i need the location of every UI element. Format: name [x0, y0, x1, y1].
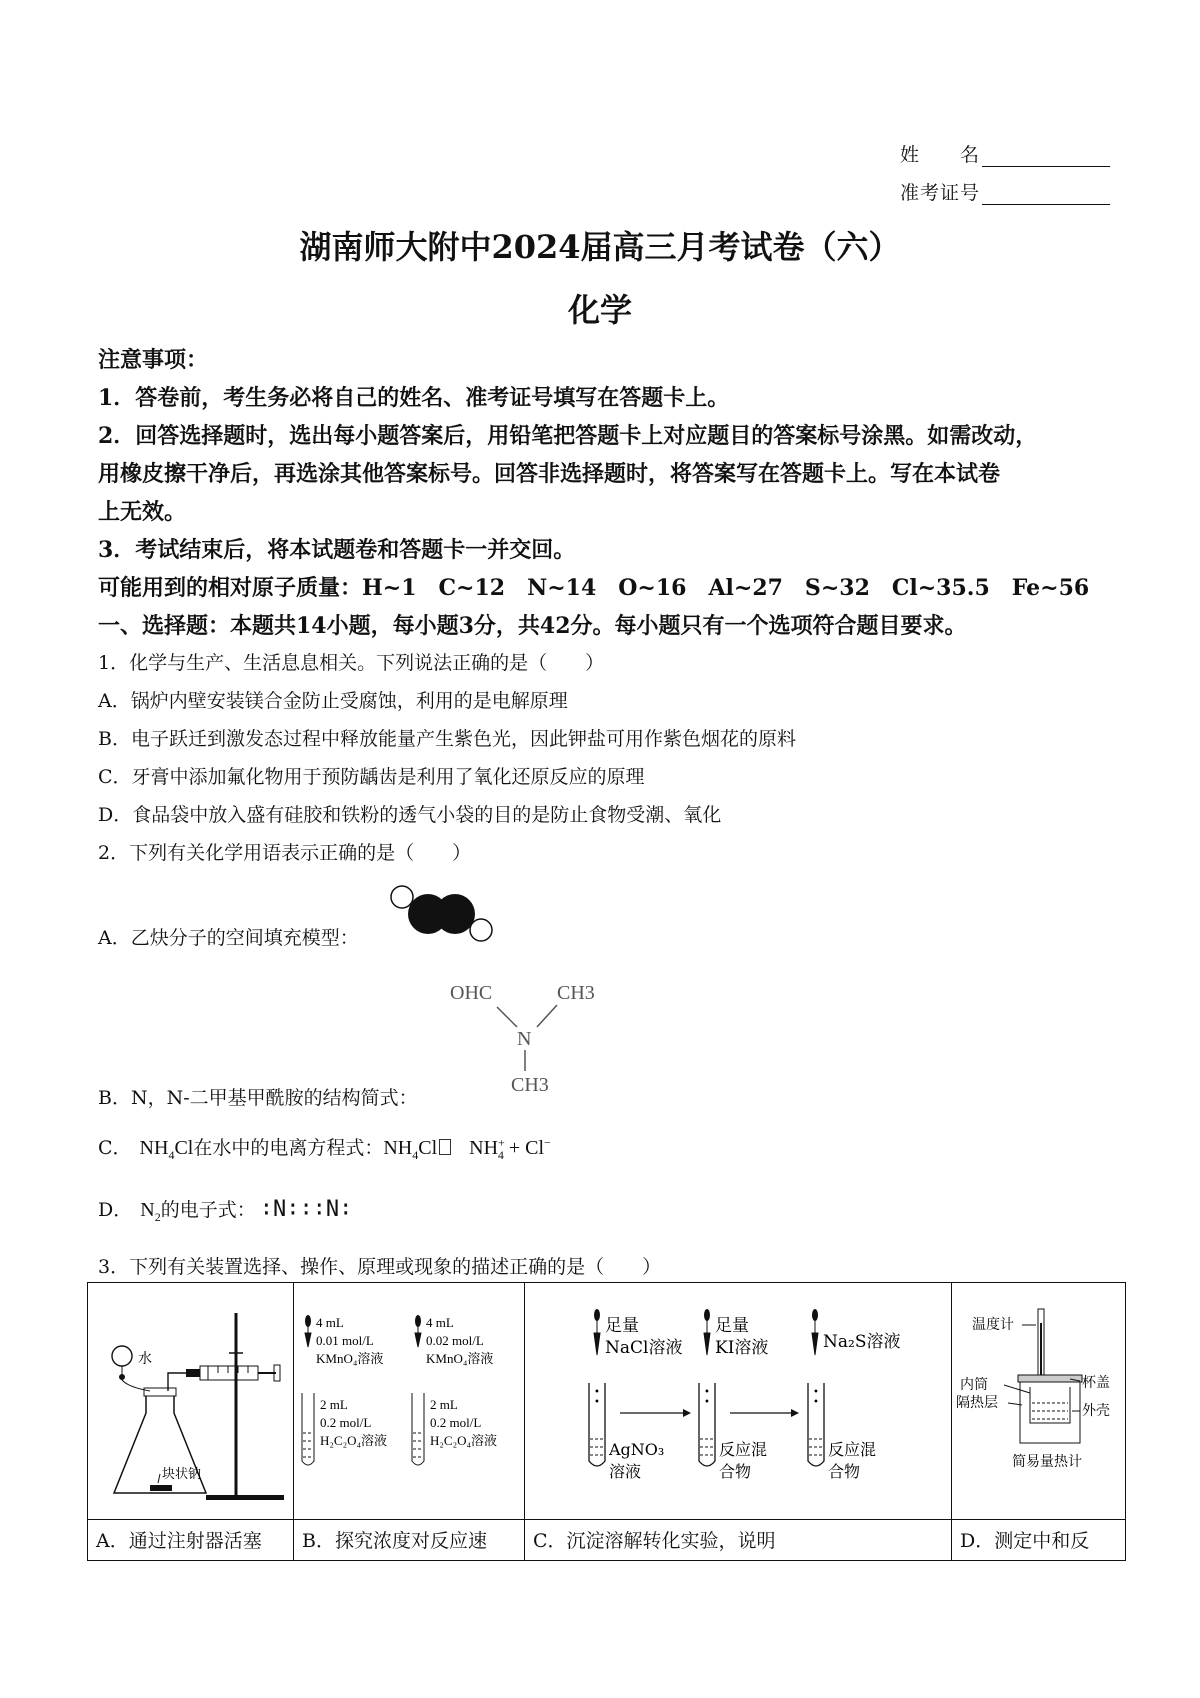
- svg-text:温度计: 温度计: [972, 1317, 1014, 1333]
- q2-option-d: D． $N_2$的电子式： ∶N∶∶∶N∶: [98, 1197, 353, 1224]
- svg-text:KMnO₄溶液: KMnO₄溶液: [426, 1351, 494, 1366]
- atomic-masses: 可能用到的相对原子质量：H~1 C~12 N~14 O~16 Al~27 S~32 Cl~35.5 Fe~56: [98, 575, 1090, 601]
- q1-option-a: A．锅炉内壁安装镁合金防止受腐蚀，利用的是电解原理: [98, 690, 568, 712]
- notice-item: 用橡皮擦干净后，再选涂其他答案标号。回答非选择题时，将答案写在答题卡上。写在本试卷: [98, 461, 1001, 487]
- kmno4-comparison: [294, 1283, 524, 1515]
- apparatus-b: [294, 1283, 525, 1520]
- calorimeter: [952, 1283, 1125, 1515]
- struct-ch3-right: CH3: [557, 982, 595, 1004]
- svg-text:合物: 合物: [828, 1462, 861, 1481]
- sodium-water-apparatus: [88, 1283, 293, 1515]
- dmf-structure: [445, 975, 620, 1100]
- svg-text:Na₂S溶液: Na₂S溶液: [823, 1332, 901, 1352]
- struct-n: N: [517, 1028, 532, 1050]
- svg-text:2 mL: 2 mL: [320, 1397, 348, 1412]
- caption-c: C．沉淀溶解转化实验，说明: [533, 1530, 776, 1552]
- precipitate-conversion: [525, 1283, 951, 1515]
- name-field[interactable]: [900, 140, 1110, 167]
- svg-text:外壳: 外壳: [1082, 1403, 1110, 1419]
- caption-d: D．测定中和反: [960, 1530, 1090, 1552]
- apparatus-c: [525, 1283, 952, 1520]
- svg-text:内筒: 内筒: [960, 1377, 988, 1393]
- subject-title: 化学: [567, 291, 632, 329]
- q2-option-b: B．N，N-二甲基甲酰胺的结构简式：: [98, 1087, 418, 1109]
- notice-heading: 注意事项：: [98, 347, 209, 373]
- q1-option-b: B．电子跃迁到激发态过程中释放能量产生紫色光，因此钾盐可用作紫色烟花的原料: [98, 728, 796, 750]
- svg-text:•: •: [813, 1387, 819, 1398]
- notice-item: 1．答卷前，考生务必将自己的姓名、准考证号填写在答题卡上。: [98, 385, 730, 411]
- exam-title: 湖南师大附中2024届高三月考试卷（六）: [299, 228, 901, 266]
- id-label: 准考证号: [900, 182, 981, 204]
- name-blank[interactable]: [982, 148, 1110, 167]
- apparatus-d: [952, 1283, 1126, 1520]
- svg-text:合物: 合物: [719, 1462, 752, 1481]
- svg-text:4 mL: 4 mL: [426, 1315, 454, 1330]
- svg-text:•: •: [704, 1397, 710, 1408]
- q1-option-c: C．牙膏中添加氟化物用于预防龋齿是利用了氧化还原反应的原理: [98, 766, 645, 788]
- acetylene-model: [385, 878, 500, 948]
- q3-apparatus-table: [87, 1282, 1126, 1561]
- q2-stem: 2．下列有关化学用语表示正确的是（ ）: [98, 842, 472, 864]
- name-label: 姓 名: [900, 144, 981, 166]
- id-blank[interactable]: [982, 186, 1110, 205]
- svg-text:反应混: 反应混: [719, 1440, 768, 1459]
- svg-text:隔热层: 隔热层: [956, 1395, 998, 1411]
- svg-text:0.2 mol/L: 0.2 mol/L: [430, 1415, 482, 1430]
- struct-ohc: OHC: [450, 982, 493, 1004]
- struct-ch3-bottom: CH3: [511, 1074, 549, 1096]
- svg-text:反应混: 反应混: [828, 1440, 877, 1459]
- apparatus-a: [88, 1283, 294, 1520]
- svg-text:2 mL: 2 mL: [430, 1397, 458, 1412]
- svg-text:•: •: [594, 1387, 600, 1398]
- svg-text:溶液: 溶液: [609, 1462, 642, 1481]
- svg-text:KI溶液: KI溶液: [715, 1338, 769, 1358]
- svg-text:AgNO₃: AgNO₃: [609, 1440, 665, 1459]
- notice-item: 2．回答选择题时，选出每小题答案后，用铅笔把答题卡上对应题目的答案标号涂黑。如需改动，: [98, 423, 1038, 449]
- svg-text:•: •: [813, 1397, 819, 1408]
- q1-stem: 1．化学与生产、生活息息相关。下列说法正确的是（ ）: [98, 652, 605, 674]
- id-field[interactable]: [900, 178, 1110, 205]
- n2-electron-formula: ∶N∶∶∶N∶: [259, 1197, 353, 1222]
- q1-option-d: D．食品袋中放入盛有硅胶和铁粉的透气小袋的目的是防止食物受潮、氧化: [98, 804, 722, 826]
- svg-text:足量: 足量: [605, 1316, 639, 1336]
- q2-option-c: C． $NH_4Cl$在水中的电离方程式：$NH_4Cl$ $NH^+_4 + Cl^-$: [98, 1135, 551, 1162]
- label-sodium: 块状钠: [162, 1467, 202, 1482]
- svg-text:足量: 足量: [715, 1316, 749, 1336]
- caption-b: B．探究浓度对反应速: [302, 1530, 487, 1552]
- svg-text:0.01 mol/L: 0.01 mol/L: [316, 1333, 374, 1348]
- svg-text:4 mL: 4 mL: [316, 1315, 344, 1330]
- caption-a: A．通过注射器活塞: [96, 1530, 262, 1552]
- svg-text:0.02 mol/L: 0.02 mol/L: [426, 1333, 484, 1348]
- notice-item: 上无效。: [98, 499, 187, 525]
- svg-text:杯盖: 杯盖: [1082, 1375, 1110, 1391]
- svg-text:NaCl溶液: NaCl溶液: [605, 1338, 683, 1358]
- svg-text:0.2 mol/L: 0.2 mol/L: [320, 1415, 372, 1430]
- label-water: 水: [138, 1351, 152, 1367]
- q2-option-a: A．乙炔分子的空间填充模型：: [98, 927, 359, 949]
- svg-text:•: •: [704, 1387, 710, 1398]
- svg-text:简易量热计: 简易量热计: [1012, 1454, 1082, 1470]
- svg-text:•: •: [594, 1397, 600, 1408]
- svg-text:H₂C₂O₄溶液: H₂C₂O₄溶液: [320, 1433, 388, 1448]
- svg-text:H₂C₂O₄溶液: H₂C₂O₄溶液: [430, 1433, 498, 1448]
- notice-item: 3．考试结束后，将本试题卷和答题卡一并交回。: [98, 537, 576, 563]
- q3-stem: 3．下列有关装置选择、操作、原理或现象的描述正确的是（ ）: [98, 1256, 662, 1278]
- svg-text:KMnO₄溶液: KMnO₄溶液: [316, 1351, 384, 1366]
- section-heading: 一、选择题：本题共14小题，每小题3分，共42分。每小题只有一个选项符合题目要求。: [98, 613, 967, 639]
